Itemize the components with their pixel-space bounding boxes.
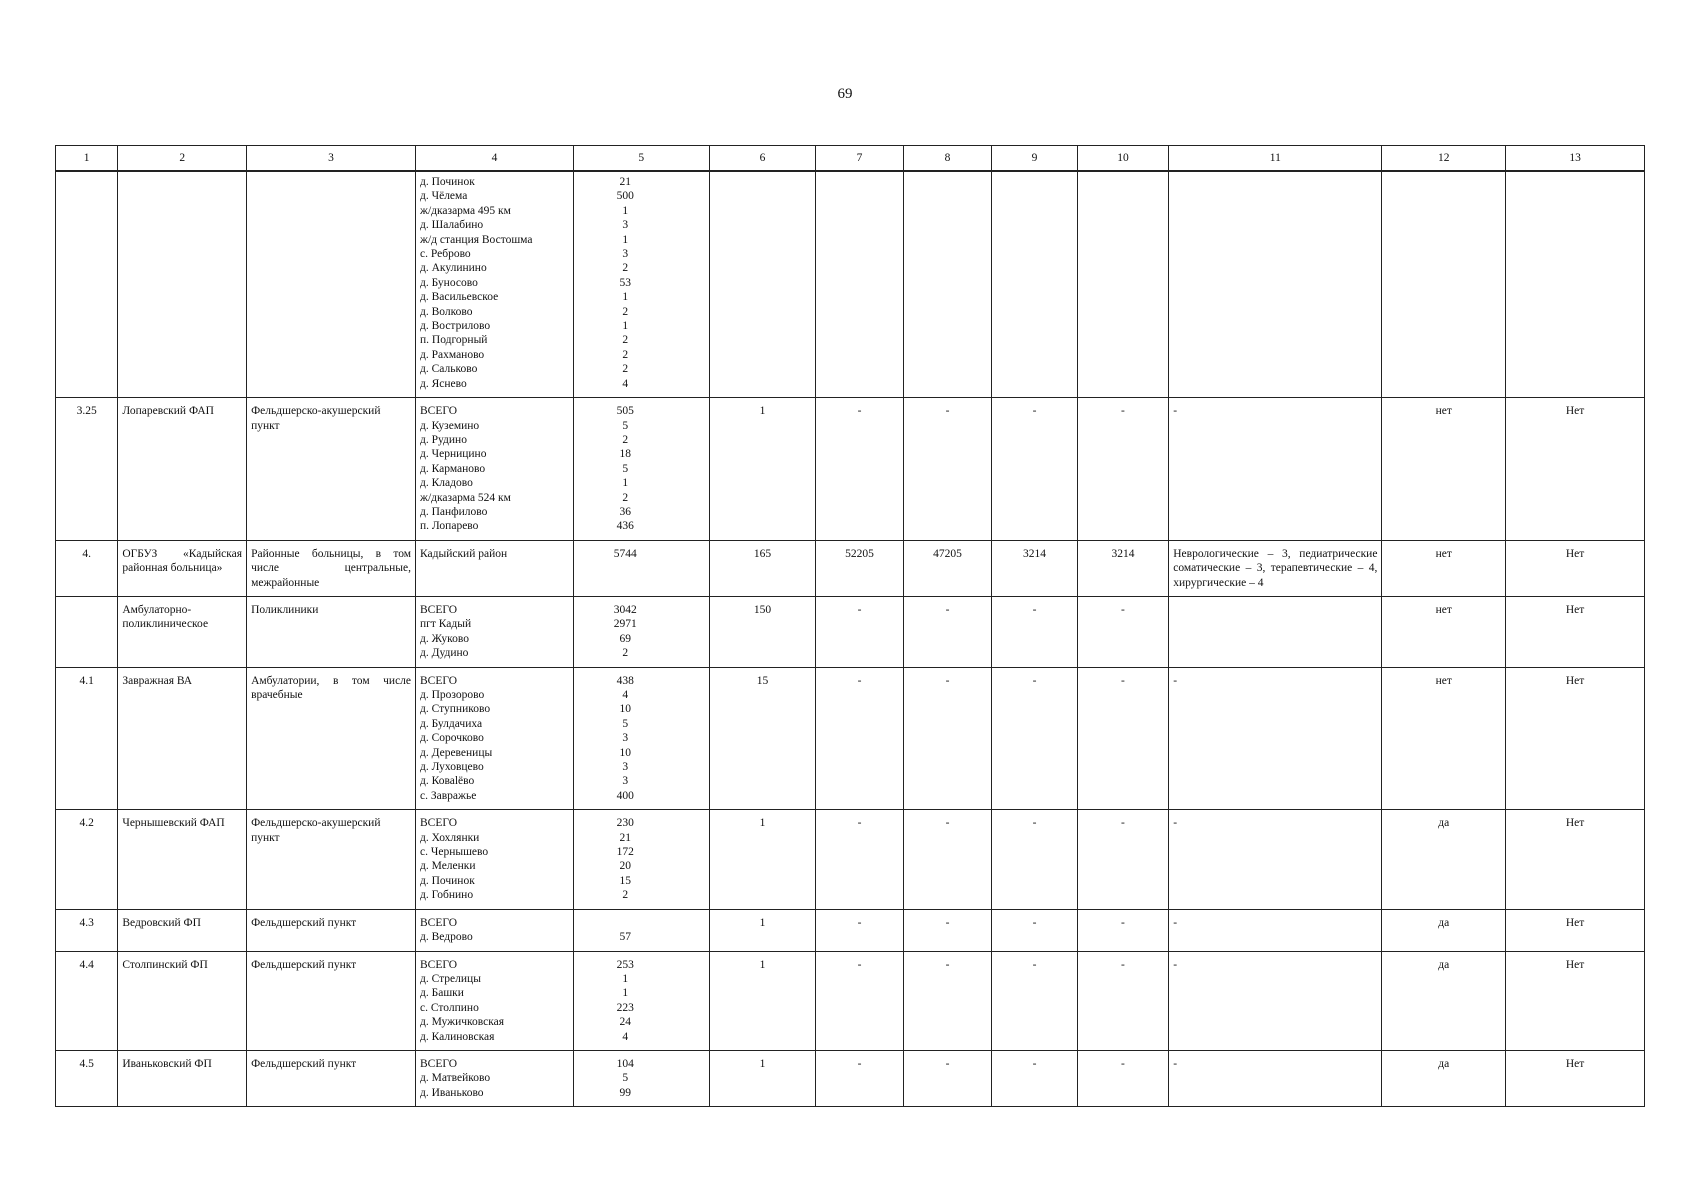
locality-name: д. Рудино: [420, 433, 467, 446]
locality-population: 15: [619, 874, 632, 887]
column-12-cell: [1382, 171, 1506, 398]
column-6-cell: 15: [709, 667, 816, 810]
row-number-cell: 3.25: [56, 398, 118, 541]
locality-name: ВСЕГО: [420, 603, 458, 616]
column-header: 6: [709, 146, 816, 172]
locality-population: 1: [622, 204, 629, 217]
locality-name: д. Волково: [420, 305, 473, 318]
locality-name: д. Стрелицы: [420, 972, 481, 985]
table-row: [56, 398, 1645, 541]
column-8-cell: -: [903, 1050, 992, 1106]
facility-name-cell: [118, 171, 247, 398]
locality-population: 2: [622, 647, 629, 660]
column-10-cell: -: [1077, 667, 1169, 810]
locality-name: с. Чернышево: [420, 846, 489, 859]
page-number: 69: [837, 86, 853, 102]
locality-name: д. Кладово: [420, 477, 473, 490]
locality-population: 20: [619, 860, 632, 873]
locality-name: д. Хохлянки: [420, 831, 480, 844]
locality-name: д. Меленки: [420, 860, 476, 873]
locality-population: 2: [622, 363, 629, 376]
column-9-cell: -: [992, 596, 1077, 667]
locality-name: д. Панфилово: [420, 505, 488, 518]
locality-name: д. Вострилово: [420, 320, 491, 333]
column-6-cell: 1: [709, 1050, 816, 1106]
localities-cell: [416, 909, 574, 951]
locality-name: ж/д станция Востошма: [420, 233, 533, 246]
column-6-cell: 1: [709, 398, 816, 541]
locality-population: 69: [619, 632, 632, 645]
column-header: 3: [247, 146, 416, 172]
population-cell: [573, 810, 709, 909]
locality-name: д. Починок: [420, 874, 475, 887]
locality-name: д. Ступниково: [420, 703, 491, 716]
locality-name: ВСЕГО: [420, 1057, 458, 1070]
facility-type-cell: Фельдшерский пункт: [247, 909, 416, 951]
locality-population: 3: [622, 732, 629, 745]
column-13-cell: Нет: [1506, 667, 1645, 810]
locality-population: 36: [619, 505, 632, 518]
column-7-cell: -: [816, 810, 903, 909]
locality-name: Кадыйский район: [420, 547, 508, 560]
locality-name: д. Рахманово: [420, 348, 485, 361]
facility-type-cell: Районные больницы, в том числе центральные, межрайонные: [247, 540, 416, 596]
row-number-cell: [56, 596, 118, 667]
locality-population: 2: [622, 889, 629, 902]
locality-name: д. Починок: [420, 176, 475, 188]
locality-name: д. Булдачиха: [420, 717, 483, 730]
column-7-cell: -: [816, 909, 903, 951]
table-row: [56, 171, 1645, 398]
column-12-cell: нет: [1382, 596, 1506, 667]
column-10-cell: -: [1077, 810, 1169, 909]
column-8-cell: -: [903, 810, 992, 909]
column-8-cell: -: [903, 909, 992, 951]
locality-name: д. Акулинино: [420, 262, 487, 275]
column-header: 7: [816, 146, 903, 172]
column-13-cell: Нет: [1506, 596, 1645, 667]
population-cell: [573, 398, 709, 541]
column-12-cell: нет: [1382, 540, 1506, 596]
column-header: 1: [56, 146, 118, 172]
localities-cell: [416, 171, 574, 398]
localities-cell: [416, 540, 574, 596]
locality-name: с. Реброво: [420, 248, 471, 261]
facility-type-cell: [247, 171, 416, 398]
facility-name-cell: Амбулаторно-поликлиническое: [118, 596, 247, 667]
locality-name: п. Лопарево: [420, 520, 479, 533]
locality-population: 505: [616, 405, 634, 418]
locality-population: 3: [622, 219, 629, 232]
table-row: [56, 951, 1645, 1050]
column-12-cell: да: [1382, 951, 1506, 1050]
locality-population: 24: [619, 1016, 632, 1029]
locality-name: д. Дудино: [420, 647, 469, 660]
column-header: 4: [416, 146, 574, 172]
column-header: 9: [992, 146, 1077, 172]
column-6-cell: 1: [709, 909, 816, 951]
column-header: 11: [1169, 146, 1382, 172]
locality-population: 1: [622, 987, 629, 1000]
header-row: [56, 146, 1645, 172]
column-9-cell: -: [992, 909, 1077, 951]
locality-population: 3042: [613, 603, 637, 616]
column-8-cell: -: [903, 667, 992, 810]
column-10-cell: -: [1077, 596, 1169, 667]
locality-population: 5744: [613, 547, 637, 560]
localities-cell: [416, 951, 574, 1050]
row-number-cell: 4.: [56, 540, 118, 596]
facility-type-cell: Фельдшерско-акушерский пункт: [247, 398, 416, 541]
column-7-cell: -: [816, 951, 903, 1050]
locality-population: 3: [622, 761, 629, 774]
row-number-cell: [56, 171, 118, 398]
locality-population: 5: [622, 1072, 629, 1085]
locality-population: 400: [616, 789, 634, 802]
column-8-cell: -: [903, 951, 992, 1050]
column-9-cell: [992, 171, 1077, 398]
table-header: [56, 146, 1645, 172]
column-10-cell: 3214: [1077, 540, 1169, 596]
facility-type-cell: Фельдшерский пункт: [247, 1050, 416, 1106]
locality-name: ВСЕГО: [420, 674, 458, 687]
locality-population: 5: [622, 419, 629, 432]
column-13-cell: Нет: [1506, 398, 1645, 541]
locality-population: 436: [616, 520, 634, 533]
column-10-cell: -: [1077, 951, 1169, 1050]
population-cell: [573, 909, 709, 951]
column-7-cell: -: [816, 1050, 903, 1106]
column-7-cell: -: [816, 596, 903, 667]
row-number-cell: 4.3: [56, 909, 118, 951]
locality-population: [574, 916, 709, 930]
column-header: 2: [118, 146, 247, 172]
locality-name: пгт Кадый: [420, 618, 472, 631]
locality-name: ж/дказарма 524 км: [420, 491, 511, 504]
locality-population: 2: [622, 433, 629, 446]
column-10-cell: -: [1077, 398, 1169, 541]
locality-name: с. Столпино: [420, 1001, 479, 1014]
column-13-cell: Нет: [1506, 951, 1645, 1050]
locality-population: 2: [622, 305, 629, 318]
facility-name-cell: Иваньковский ФП: [118, 1050, 247, 1106]
column-6-cell: 1: [709, 951, 816, 1050]
locality-name: д. Матвейково: [420, 1072, 491, 1085]
locality-population: 57: [619, 931, 632, 944]
column-8-cell: [903, 171, 992, 398]
table-row: [56, 810, 1645, 909]
locality-population: 230: [616, 817, 634, 830]
facility-type-cell: Амбулатории, в том числе врачебные: [247, 667, 416, 810]
column-10-cell: -: [1077, 1050, 1169, 1106]
table-row: [56, 1050, 1645, 1106]
column-header: 12: [1382, 146, 1506, 172]
locality-name: д. Куземино: [420, 419, 480, 432]
locality-name: д. Чёлема: [420, 190, 468, 203]
column-8-cell: -: [903, 398, 992, 541]
locality-name: д. Буносово: [420, 276, 478, 289]
column-12-cell: нет: [1382, 398, 1506, 541]
column-11-cell: -: [1169, 398, 1382, 541]
locality-population: 4: [622, 689, 629, 701]
locality-name: ВСЕГО: [420, 817, 458, 830]
locality-name: д. Черницино: [420, 448, 487, 461]
column-12-cell: да: [1382, 810, 1506, 909]
localities-cell: [416, 596, 574, 667]
facility-type-cell: Фельдшерско-акушерский пункт: [247, 810, 416, 909]
column-6-cell: [709, 171, 816, 398]
localities-cell: [416, 810, 574, 909]
locality-name: ВСЕГО: [420, 958, 458, 971]
table-body: [56, 171, 1645, 1107]
locality-name: д. Гобнино: [420, 889, 474, 902]
locality-name: д. Карманово: [420, 462, 486, 475]
facility-name-cell: Ведровский ФП: [118, 909, 247, 951]
population-cell: [573, 540, 709, 596]
locality-population: 99: [619, 1086, 632, 1099]
column-8-cell: 47205: [903, 540, 992, 596]
table-row: [56, 909, 1645, 951]
localities-cell: [416, 667, 574, 810]
column-12-cell: да: [1382, 1050, 1506, 1106]
locality-population: 3: [622, 248, 629, 261]
locality-name: д. Васильевское: [420, 291, 499, 304]
population-cell: [573, 596, 709, 667]
locality-population: 4: [622, 377, 629, 390]
locality-name: ВСЕГО: [420, 405, 458, 418]
column-9-cell: -: [992, 951, 1077, 1050]
locality-name: д. Калиновская: [420, 1030, 495, 1043]
locality-population: 2: [622, 262, 629, 275]
locality-population: 2: [622, 491, 629, 504]
facility-type-cell: Поликлиники: [247, 596, 416, 667]
locality-name: д. Шалабино: [420, 219, 484, 232]
column-6-cell: 150: [709, 596, 816, 667]
locality-population: 1: [622, 972, 629, 985]
column-7-cell: 52205: [816, 540, 903, 596]
facility-name-cell: Чернышевский ФАП: [118, 810, 247, 909]
column-11-cell: -: [1169, 810, 1382, 909]
column-7-cell: [816, 171, 903, 398]
locality-name: ВСЕГО: [420, 916, 458, 929]
locality-name: д. Иваньково: [420, 1086, 484, 1099]
table-row: [56, 540, 1645, 596]
locality-population: 1: [622, 320, 629, 333]
locality-population: 18: [619, 448, 632, 461]
table-row: [56, 667, 1645, 810]
localities-cell: [416, 1050, 574, 1106]
column-12-cell: нет: [1382, 667, 1506, 810]
population-cell: [573, 667, 709, 810]
column-header: 13: [1506, 146, 1645, 172]
facility-name-cell: Завражная ВА: [118, 667, 247, 810]
locality-name: д. Мужичковская: [420, 1016, 505, 1029]
locality-population: 21: [619, 831, 632, 844]
population-cell: [573, 951, 709, 1050]
locality-population: 1: [622, 233, 629, 246]
row-number-cell: 4.5: [56, 1050, 118, 1106]
column-11-cell: -: [1169, 667, 1382, 810]
facility-name-cell: Столпинский ФП: [118, 951, 247, 1050]
column-13-cell: Нет: [1506, 540, 1645, 596]
locality-name: д. Прозорово: [420, 689, 485, 701]
population-cell: [573, 171, 709, 398]
locality-name: с. Завражье: [420, 789, 477, 802]
row-number-cell: 4.4: [56, 951, 118, 1050]
row-number-cell: 4.2: [56, 810, 118, 909]
column-13-cell: Нет: [1506, 1050, 1645, 1106]
locality-name: д. Сальково: [420, 363, 478, 376]
locality-population: 53: [619, 276, 632, 289]
column-11-cell: -: [1169, 1050, 1382, 1106]
column-header: 5: [573, 146, 709, 172]
localities-cell: [416, 398, 574, 541]
column-header: 8: [903, 146, 992, 172]
column-11-cell: [1169, 171, 1382, 398]
locality-population: 10: [619, 746, 632, 759]
column-10-cell: [1077, 171, 1169, 398]
table-row: [56, 596, 1645, 667]
column-9-cell: -: [992, 1050, 1077, 1106]
locality-population: 172: [616, 846, 634, 859]
column-11-cell: -: [1169, 909, 1382, 951]
column-13-cell: Нет: [1506, 810, 1645, 909]
locality-name: п. Подгорный: [420, 334, 488, 347]
locality-name: д. Сорочково: [420, 732, 484, 745]
locality-population: 2: [622, 348, 629, 361]
locality-name: д. Деревеницы: [420, 746, 493, 759]
locality-name: д. Ведрово: [420, 931, 473, 944]
column-7-cell: -: [816, 398, 903, 541]
locality-population: 223: [616, 1001, 634, 1014]
locality-population: 2: [622, 334, 629, 347]
locality-name: д. Луховцево: [420, 761, 484, 774]
locality-population: 10: [619, 703, 632, 716]
locality-population: 253: [616, 958, 634, 971]
locality-name: д. Яснево: [420, 377, 467, 390]
row-number-cell: 4.1: [56, 667, 118, 810]
column-header: 10: [1077, 146, 1169, 172]
locality-population: 1: [622, 477, 629, 490]
facility-name-cell: Лопаревский ФАП: [118, 398, 247, 541]
column-10-cell: -: [1077, 909, 1169, 951]
column-9-cell: -: [992, 810, 1077, 909]
column-11-cell: Неврологические – 3, педиатрические соматические – 3, терапевтические – 4, хирургические – 4: [1169, 540, 1382, 596]
column-13-cell: [1506, 171, 1645, 398]
locality-name: д. Башки: [420, 987, 464, 1000]
column-12-cell: да: [1382, 909, 1506, 951]
locality-name: ж/дказарма 495 км: [420, 204, 511, 217]
locality-population: 5: [622, 462, 629, 475]
column-8-cell: -: [903, 596, 992, 667]
facility-name-cell: ОГБУЗ «Кадыйская районная больница»: [118, 540, 247, 596]
locality-population: 104: [616, 1057, 634, 1070]
population-cell: [573, 1050, 709, 1106]
column-9-cell: 3214: [992, 540, 1077, 596]
locality-name: д. Жуково: [420, 632, 469, 645]
locality-population: 438: [616, 674, 634, 687]
column-9-cell: -: [992, 398, 1077, 541]
facility-type-cell: Фельдшерский пункт: [247, 951, 416, 1050]
locality-population: 5: [622, 717, 629, 730]
locality-name: д. Коваlёво: [420, 775, 475, 788]
facilities-table: [55, 145, 1645, 1107]
locality-population: 4: [622, 1030, 629, 1043]
column-11-cell: [1169, 596, 1382, 667]
column-11-cell: -: [1169, 951, 1382, 1050]
locality-population: 1: [622, 291, 629, 304]
column-7-cell: -: [816, 667, 903, 810]
locality-population: 2971: [613, 618, 637, 631]
locality-population: 3: [622, 775, 629, 788]
column-13-cell: Нет: [1506, 909, 1645, 951]
column-9-cell: -: [992, 667, 1077, 810]
column-6-cell: 165: [709, 540, 816, 596]
column-6-cell: 1: [709, 810, 816, 909]
locality-population: 21: [619, 176, 632, 188]
locality-population: 500: [616, 190, 634, 203]
